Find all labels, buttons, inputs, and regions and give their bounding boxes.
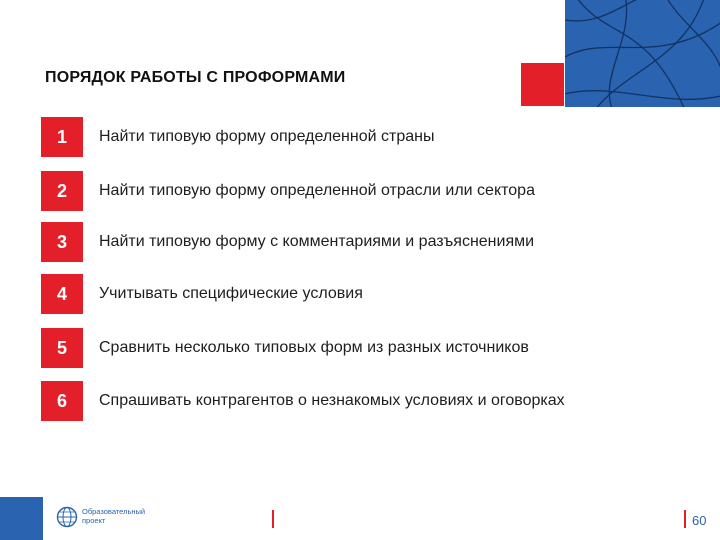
footer-blue-square — [0, 497, 43, 540]
footer-organization — [82, 507, 172, 525]
step-text: Найти типовую форму определенной страны — [99, 128, 435, 145]
decorative-pattern-block — [565, 0, 720, 107]
step-text: Сравнить несколько типовых форм из разных источников — [99, 339, 529, 356]
step-item — [41, 222, 681, 262]
step-number-badge: 6 — [41, 381, 83, 421]
step-item — [41, 328, 681, 368]
step-text: Спрашивать контрагентов о незнакомых условиях и оговорках — [99, 392, 565, 409]
footer-divider — [272, 510, 274, 528]
step-text: Найти типовую форму с комментариями и разъяснениями — [99, 233, 535, 250]
step-number-badge: 5 — [41, 328, 83, 368]
step-item — [41, 171, 681, 211]
step-item — [41, 274, 681, 314]
step-number-badge: 3 — [41, 222, 83, 262]
step-number-badge: 2 — [41, 171, 83, 211]
footer-divider — [684, 510, 686, 528]
step-number-badge: 1 — [41, 117, 83, 157]
slide-title: ПОРЯДОК РАБОТЫ С ПРОФОРМАМИ — [45, 69, 346, 86]
step-item — [41, 117, 681, 157]
footer-org-line: проект — [82, 516, 106, 525]
decorative-red-square — [521, 63, 564, 106]
footer-org-line: Образовательный — [82, 507, 146, 516]
step-text: Найти типовую форму определенной отрасли или сектора — [99, 182, 535, 199]
step-item — [41, 381, 681, 421]
step-text: Учитывать специфические условия — [99, 285, 363, 302]
page-number: 60 — [692, 513, 707, 528]
abstract-lines-icon — [565, 0, 720, 107]
step-number-badge: 4 — [41, 274, 83, 314]
globe-logo-icon — [56, 506, 78, 528]
